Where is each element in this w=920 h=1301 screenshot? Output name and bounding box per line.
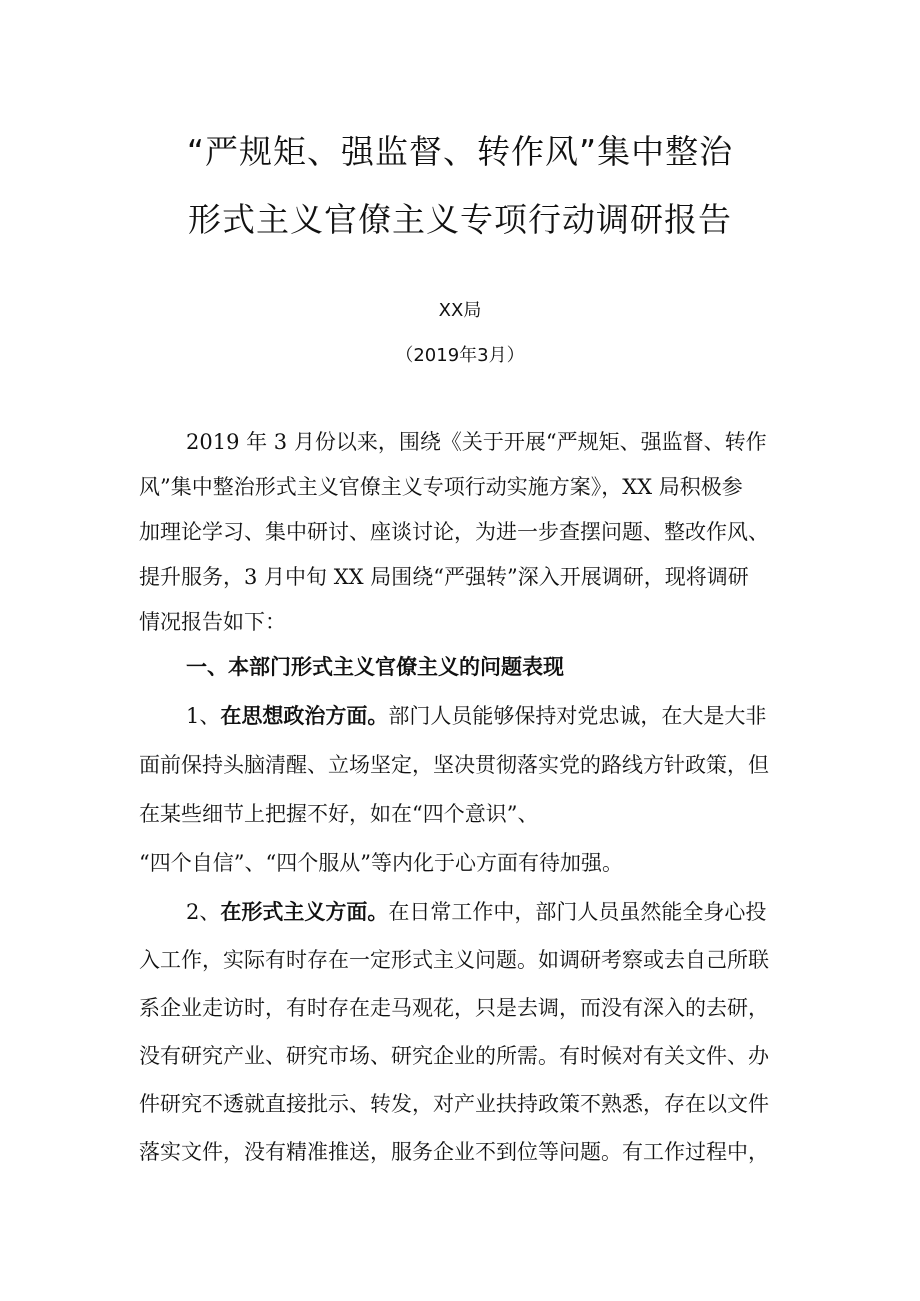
intro-line-2: 风”集中整治形式主义官僚主义专项行动实施方案》，XX 局积极参: [139, 475, 743, 499]
document-title-line-1: “严规矩、强监督、转作风”集中整治: [186, 132, 734, 171]
point-2-text: 在日常工作中，部门人员虽然能全身心投: [388, 900, 767, 924]
report-date: （2019年3月）: [395, 345, 525, 366]
intro-line-4: 提升服务，3 月中旬 XX 局围绕“严强转”深入开展调研，现将调研: [139, 565, 749, 589]
point-2-first-line: [186, 897, 920, 927]
section-heading: 一、本部门形式主义官僚主义的问题表现: [186, 654, 564, 679]
point-2-line-3: 系企业走访时，有时存在走马观花，只是去调，而没有深入的去研，: [139, 996, 769, 1020]
intro-line-1: 2019 年 3 月份以来，围绕《关于开展“严规矩、强监督、转作: [186, 430, 767, 454]
point-1-heading: 在思想政治方面。: [220, 703, 389, 728]
point-2-line-5: 件研究不透就直接批示、转发，对产业扶持政策不熟悉，存在以文件: [139, 1092, 769, 1116]
point-1-line-2: 面前保持头脑清醒、立场坚定，坚决贯彻落实党的路线方针政策，但: [139, 753, 769, 777]
author-organization: XX局: [438, 300, 482, 321]
intro-line-5: 情况报告如下：: [139, 610, 286, 634]
point-2-heading: 在形式主义方面。: [220, 899, 389, 924]
point-1-line-3: 在某些细节上把握不好，如在“四个意识”、: [139, 802, 539, 826]
point-1-text: 部门人员能够保持对党忠诚，在大是大非: [388, 704, 767, 728]
point-2-line-4: 没有研究产业、研究市场、研究企业的所需。有时候对有关文件、办: [139, 1044, 769, 1068]
document-title-line-2: 形式主义官僚主义专项行动调研报告: [188, 200, 732, 239]
point-1-line-4: “四个自信”、“四个服从”等内化于心方面有待加强。: [139, 851, 623, 875]
point-2-number: 2、: [186, 900, 221, 924]
intro-line-3: 加理论学习、集中研讨、座谈讨论，为进一步查摆问题、整改作风、: [139, 520, 769, 544]
point-1-first-line: [186, 701, 920, 731]
point-2-line-6: 落实文件，没有精准推送，服务企业不到位等问题。有工作过程中，: [139, 1140, 769, 1164]
point-2-line-2: 入工作，实际有时存在一定形式主义问题。如调研考察或去自己所联: [139, 948, 769, 972]
point-1-number: 1、: [186, 704, 221, 728]
